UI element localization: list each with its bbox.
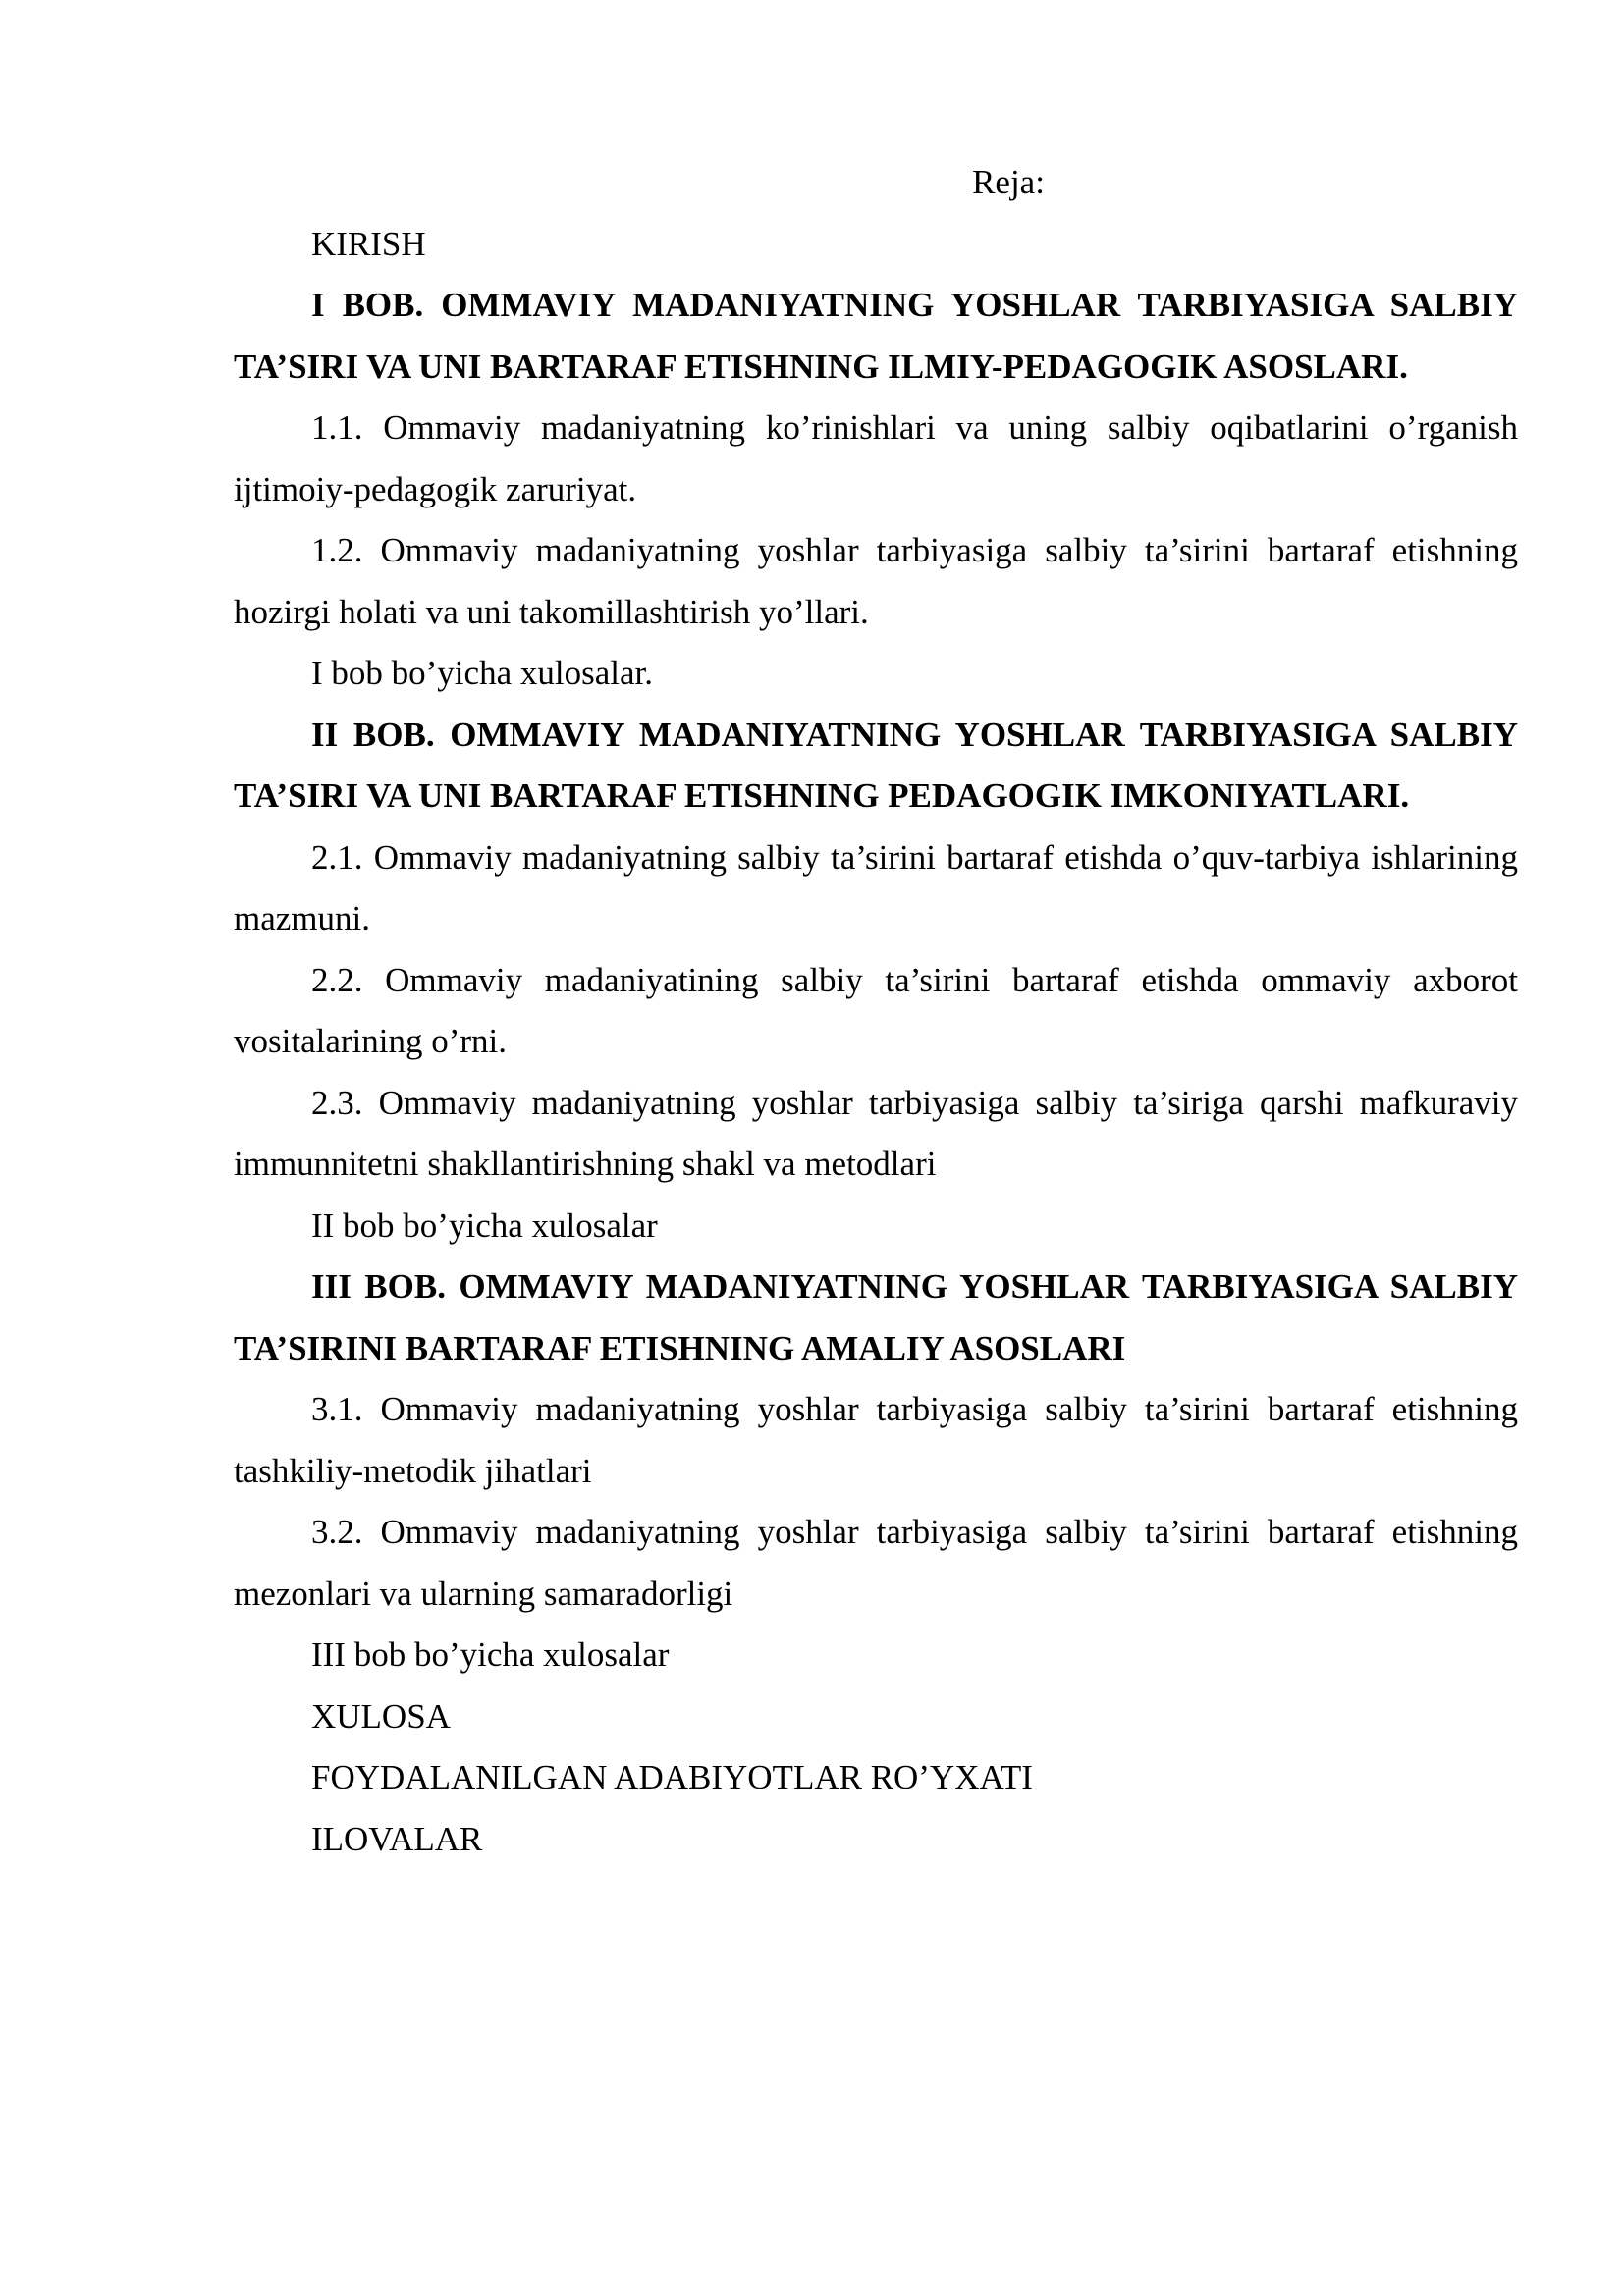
chapter-heading: II BOB. OMMAVIY MADANIYATNING YOSHLAR TARBIYASIGA SALBIY TA’SIRI VA UNI BARTARAF ETISHNING PEDAGOGIK IMKONIYATLARI. (234, 715, 1518, 815)
outline-item: 1.2. Ommaviy madaniyatning yoshlar tarbiyasiga salbiy ta’sirini bartaraf etishning hozirgi holati va uni takomillashtirish yo’llari. (234, 531, 1518, 631)
outline-item: KIRISH (311, 224, 426, 263)
outline-item: 2.2. Ommaviy madaniyatining salbiy ta’sirini bartaraf etishda ommaviy axborot vositalarining o’rni. (234, 960, 1518, 1060)
outline-item: FOYDALANILGAN ADABIYOTLAR RO’YXATI (311, 1758, 1033, 1796)
outline-item: 2.3. Ommaviy madaniyatning yoshlar tarbiyasiga salbiy ta’siriga qarshi mafkuraviy immunnitetni shakllantirishning shakl va metodlari (234, 1083, 1518, 1183)
outline-list (234, 214, 1518, 1871)
chapter-heading: I BOB. OMMAVIY MADANIYATNING YOSHLAR TARBIYASIGA SALBIY TA’SIRI VA UNI BARTARAF ETISHNING ILMIY-PEDAGOGIK ASOSLARI. (234, 286, 1518, 386)
document-page (234, 152, 1518, 1870)
outline-item: III bob bo’yicha xulosalar (311, 1635, 670, 1674)
outline-item: XULOSA (311, 1696, 451, 1735)
outline-item: ILOVALAR (311, 1819, 483, 1858)
outline-item: I bob bo’yicha xulosalar. (311, 654, 653, 692)
chapter-heading: III BOB. OMMAVIY MADANIYATNING YOSHLAR TARBIYASIGA SALBIY TA’SIRINI BARTARAF ETISHNING AMALIY ASOSLARI (234, 1267, 1518, 1367)
outline-item: 1.1. Ommaviy madaniyatning ko’rinishlari va uning salbiy oqibatlarini o’rganish ijtimoiy-pedagogik zaruriyat. (234, 408, 1518, 508)
outline-item: 3.2. Ommaviy madaniyatning yoshlar tarbiyasiga salbiy ta’sirini bartaraf etishning mezonlari va ularning samaradorligi (234, 1513, 1518, 1613)
page-title: Reja: (972, 163, 1045, 201)
outline-item: 2.1. Ommaviy madaniyatning salbiy ta’sirini bartaraf etishda o’quv-tarbiya ishlarining mazmuni. (234, 837, 1518, 937)
outline-item: II bob bo’yicha xulosalar (311, 1205, 658, 1245)
outline-item: 3.1. Ommaviy madaniyatning yoshlar tarbiyasiga salbiy ta’sirini bartaraf etishning tashkiliy-metodik jihatlari (234, 1390, 1518, 1490)
